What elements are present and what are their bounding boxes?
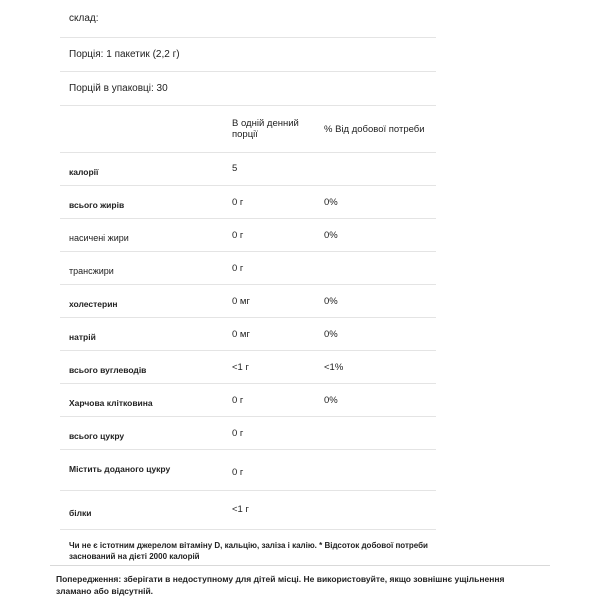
nutrient-name: холестерин xyxy=(69,299,118,309)
nutrient-name: Містить доданого цукру xyxy=(69,464,171,474)
nutrient-name: всього вуглеводів xyxy=(69,365,147,375)
section-divider xyxy=(50,565,550,566)
nutrient-amount: 0 г xyxy=(232,428,244,439)
table-row xyxy=(60,417,436,450)
table-header-row xyxy=(60,106,436,153)
servings-per-container-text: Порцій в упаковці: 30 xyxy=(69,83,168,94)
serving-size-text: Порція: 1 пакетик (2,2 г) xyxy=(69,49,180,60)
ingredients-label: склад: xyxy=(69,13,99,24)
nutrient-name: насичені жири xyxy=(69,233,129,243)
table-row xyxy=(60,153,436,186)
nutrient-name: білки xyxy=(69,508,92,518)
nutrient-name: натрій xyxy=(69,332,96,342)
nutrient-amount: 0 мг xyxy=(232,296,250,307)
nutrition-footnote: Чи не є істотним джерелом вітаміну D, кальцію, заліза і калію. * Відсоток добової потреби заснований на дієті 2000 калорій xyxy=(69,541,428,561)
nutrient-amount: 0 г xyxy=(232,467,244,478)
table-row xyxy=(60,285,436,318)
table-row xyxy=(60,252,436,285)
nutrient-amount: 0 г xyxy=(232,230,244,241)
serving-size-row xyxy=(60,38,436,72)
nutrient-name: калорії xyxy=(69,167,99,177)
nutrient-amount: 0 г xyxy=(232,263,244,274)
nutrient-amount: 0 г xyxy=(232,197,244,208)
nutrient-name: трансжири xyxy=(69,266,114,276)
nutrient-amount: 5 xyxy=(232,163,238,174)
amount-per-serving-header: В одній денний порції xyxy=(232,118,299,140)
nutrition-facts-panel xyxy=(60,0,436,565)
nutrient-daily-value: 0% xyxy=(324,197,338,208)
servings-per-container-row xyxy=(60,72,436,106)
nutrient-amount: 0 мг xyxy=(232,329,250,340)
nutrient-daily-value: 0% xyxy=(324,395,338,406)
nutrient-daily-value: 0% xyxy=(324,329,338,340)
daily-value-header: % Від добової потреби xyxy=(324,124,425,135)
warning-text: Попередження: зберігати в недоступному для дітей місці. Не використовуйте, якщо зовнішнє ущільнення зламано або відсутній. xyxy=(56,574,505,596)
nutrient-daily-value: 0% xyxy=(324,296,338,307)
nutrient-name: всього жирів xyxy=(69,200,125,210)
nutrient-name: всього цукру xyxy=(69,431,125,441)
nutrient-amount: <1 г xyxy=(232,362,249,373)
table-row xyxy=(60,384,436,417)
table-row xyxy=(60,219,436,252)
table-row xyxy=(60,351,436,384)
nutrient-daily-value: <1% xyxy=(324,362,344,373)
nutrient-name: Харчова клітковина xyxy=(69,398,153,408)
table-row xyxy=(60,491,436,530)
nutrient-daily-value: 0% xyxy=(324,230,338,241)
table-row xyxy=(60,450,436,491)
table-row xyxy=(60,186,436,219)
nutrient-amount: 0 г xyxy=(232,395,244,406)
nutrient-amount: <1 г xyxy=(232,504,249,515)
table-row xyxy=(60,318,436,351)
ingredients-row xyxy=(60,0,436,38)
